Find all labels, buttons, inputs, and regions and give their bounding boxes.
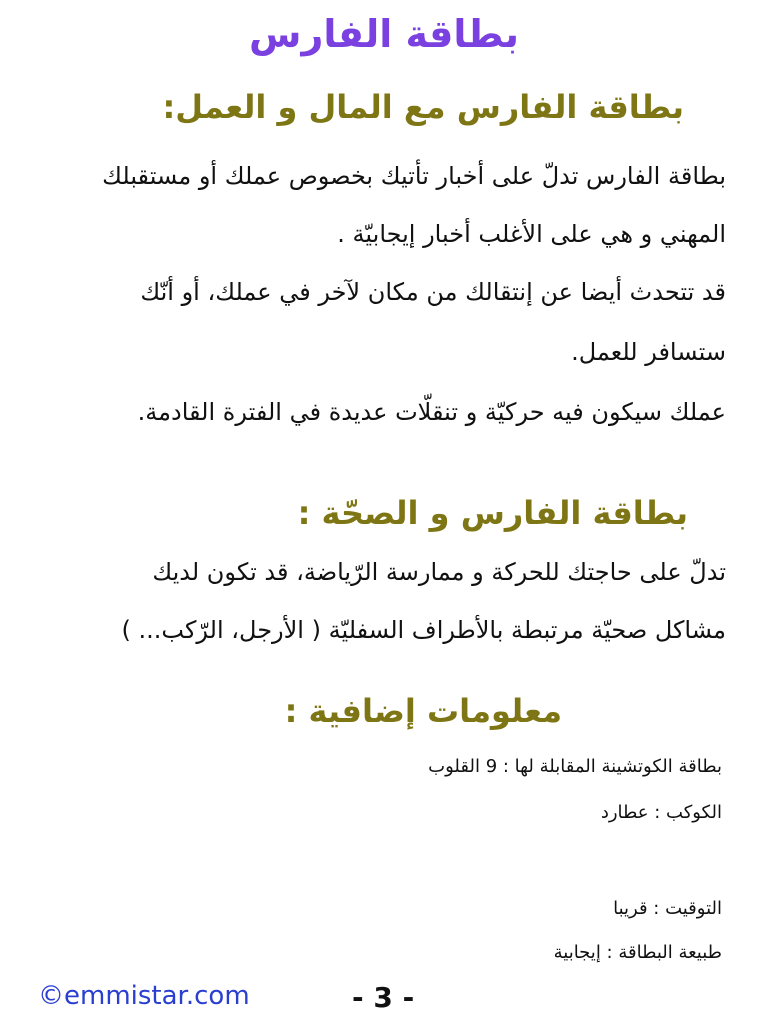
footer-website: ©emmistar.com — [38, 981, 250, 1011]
section-heading-health: بطاقة الفارس و الصحّة : — [297, 494, 688, 532]
info-item-timing: التوقيت : قريبا — [613, 898, 722, 919]
paragraph-line: قد تتحدث أيضا عن إنتقالك من مكان لآخر في عملك، أو أنّك — [140, 278, 726, 306]
paragraph-line: مشاكل صحيّة مرتبطة بالأطراف السفليّة ( الأرجل، الرّكب... ) — [121, 616, 726, 644]
info-item-nature: طبيعة البطاقة : إيجابية — [553, 942, 722, 963]
page-title: بطاقة الفارس — [249, 12, 519, 56]
info-item-planet: الكوكب : عطارد — [600, 802, 722, 823]
paragraph-line: عملك سيكون فيه حركيّة و تنقلّات عديدة في الفترة القادمة. — [137, 398, 726, 426]
info-item-playing-card: بطاقة الكوتشينة المقابلة لها : 9 القلوب — [428, 756, 722, 777]
paragraph-line: المهني و هي على الأغلب أخبار إيجابيّة . — [337, 220, 726, 248]
section-heading-money-work: بطاقة الفارس مع المال و العمل: — [162, 88, 684, 126]
paragraph-line: تدلّ على حاجتك للحركة و ممارسة الرّياضة، قد تكون لديك — [152, 558, 726, 586]
section-heading-extra-info: معلومات إضافية : — [284, 692, 562, 730]
page-number: - 3 - — [352, 981, 415, 1014]
paragraph-line: بطاقة الفارس تدلّ على أخبار تأتيك بخصوص عملك أو مستقبلك — [102, 162, 726, 190]
paragraph-line: ستسافر للعمل. — [571, 338, 726, 366]
